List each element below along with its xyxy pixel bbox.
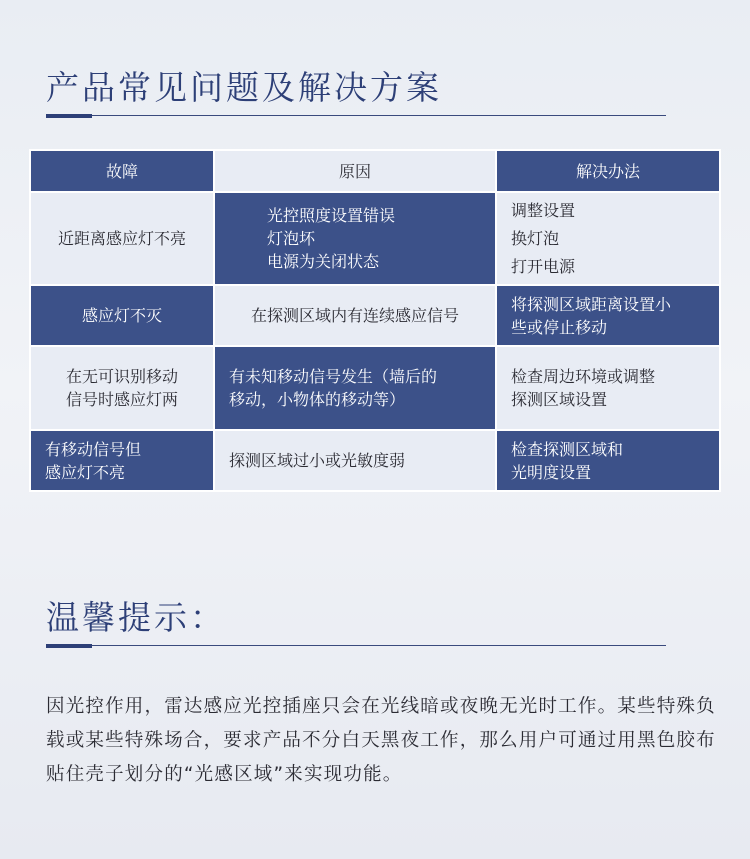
fault-cell	[30, 192, 214, 285]
title-divider	[46, 115, 666, 116]
header-solution: 解决办法	[496, 150, 720, 192]
fault-cell	[30, 430, 214, 491]
tips-divider	[46, 645, 666, 646]
cause-cell	[214, 430, 496, 491]
cause-cell	[214, 192, 496, 285]
cell-line: 信号时感应灯两	[65, 390, 178, 409]
solution-cell	[496, 430, 720, 491]
table-row	[30, 430, 720, 491]
cause-cell	[214, 346, 496, 430]
cell-line: 调整设置	[511, 200, 576, 220]
header-cause: 原因	[214, 150, 496, 192]
cell-line: 在探测区域内有连续感应信号	[250, 306, 459, 325]
fault-cell	[30, 285, 214, 346]
cell-line: 检查探测区域和	[511, 439, 624, 459]
cell-line: 打开电源	[511, 256, 576, 276]
tips-section-title: 温馨提示：	[46, 598, 226, 637]
solution-cell	[496, 192, 720, 285]
cell-line: 检查周边环境或调整	[511, 367, 656, 386]
tips-accent-bar	[46, 644, 92, 648]
header-fault: 故障	[30, 150, 214, 192]
faq-section-title: 产品常见问题及解决方案	[46, 68, 442, 107]
cell-line: 灯泡坏	[267, 229, 316, 248]
cell-line: 移动，小物体的移动等）	[229, 390, 406, 409]
cause-cell	[214, 285, 496, 346]
cell-line: 探测区域设置	[511, 390, 608, 409]
cell-line: 有移动信号但	[45, 439, 142, 459]
cell-line: 光明度设置	[511, 462, 592, 482]
cell-line: 有未知移动信号发生（墙后的	[229, 367, 438, 386]
cell-line: 光控照度设置错误	[267, 206, 396, 225]
cell-line: 探测区域过小或光敏度弱	[229, 451, 406, 470]
table-row	[30, 285, 720, 346]
table-header-row	[30, 150, 720, 192]
table-row	[30, 346, 720, 430]
cell-line: 在无可识别移动	[65, 367, 178, 386]
cell-line: 电源为关闭状态	[267, 252, 380, 271]
cell-line: 些或停止移动	[511, 317, 608, 337]
fault-cell	[30, 346, 214, 430]
title-accent-bar	[46, 114, 92, 118]
solution-cell	[496, 346, 720, 430]
cell-line: 将探测区域距离设置小	[511, 294, 672, 314]
cell-line: 感应灯不亮	[45, 462, 126, 482]
tips-paragraph: 因光控作用，雷达感应光控插座只会在光线暗或夜晚无光时工作。某些特殊负载或某些特殊场合，要求产品不分白天黑夜工作，那么用户可通过用黑色胶布贴住壳子划分的“光感区域”来实现功能。	[46, 696, 716, 785]
cell-line: 换灯泡	[511, 228, 560, 248]
faq-table	[29, 149, 721, 492]
cell-line: 感应灯不灭	[81, 306, 162, 325]
table-row	[30, 192, 720, 285]
solution-cell	[496, 285, 720, 346]
cell-line: 近距离感应灯不亮	[57, 229, 186, 248]
